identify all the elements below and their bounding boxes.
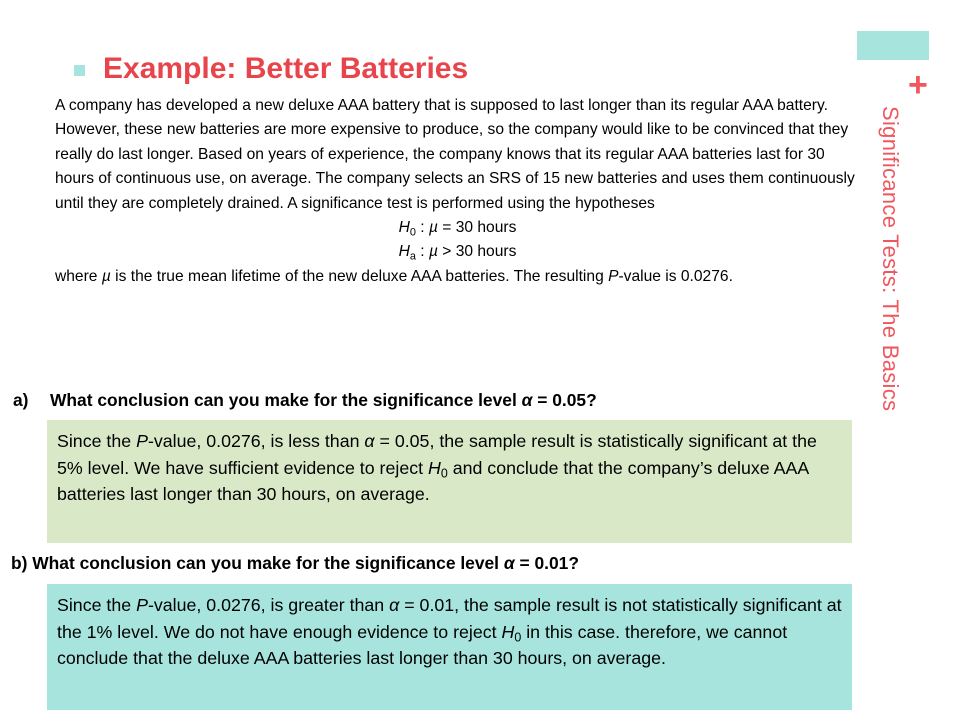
conclusion-paragraph: [55, 265, 860, 289]
h-symbol: H: [427, 457, 441, 478]
p-symbol: P: [136, 595, 148, 615]
p-symbol: P: [608, 267, 619, 285]
h-subscript: 0: [514, 630, 522, 645]
alpha-symbol: α: [521, 390, 533, 410]
intro-paragraph: A company has developed a new deluxe AAA battery that is supposed to last longer than its regular AAA battery. However, these new batteries are more expensive to produce, so the company would like to be convinced that they really do last longer. Based on years of experience, the company knows that its regular AAA batteries last for 30 hours of continuous use, on average. The company selects an SRS of 15 new batteries and uses them continuously until they are completely drained. A significance test is performed using the hypotheses: [55, 97, 855, 212]
answer-a-text-3: = 0.05, the sample result is statistically significant at the 5% level. We have sufficient evidence to reject: [57, 431, 817, 478]
answer-b-text-2: -value, 0.0276, is greater than: [147, 595, 390, 615]
h0-colon: :: [415, 219, 429, 237]
answer-a-text-4: and conclude that the company’s deluxe AAA batteries last longer than 30 hours, on average.: [57, 457, 809, 504]
ha-subscript: a: [409, 250, 416, 263]
alpha-symbol: α: [364, 431, 375, 451]
text-p-value: -value is 0.0276.: [618, 267, 733, 285]
mu-symbol: µ: [101, 267, 111, 285]
section-title-vertical: Significance Tests: The Basics: [878, 106, 903, 412]
h-symbol: H: [501, 621, 515, 642]
alpha-symbol: α: [389, 595, 400, 615]
h0-value: = 30 hours: [437, 219, 517, 237]
question-a: [13, 388, 597, 412]
ha-symbol: H: [398, 243, 410, 261]
mu-symbol: µ: [428, 243, 438, 261]
question-a-label: a): [13, 390, 29, 410]
answer-b-box: [47, 584, 852, 710]
ha-value: > 30 hours: [437, 243, 517, 261]
h0-subscript: 0: [409, 226, 416, 239]
question-b-text: b) What conclusion can you make for the significance level: [11, 553, 504, 573]
problem-statement: [55, 94, 860, 289]
answer-a-text-1: Since the: [57, 431, 137, 451]
plus-icon: +: [908, 66, 928, 104]
answer-b-text-4: in this case. therefore, we cannot conclude that the deluxe AAA batteries last longer than 30 hours, on average.: [57, 621, 788, 668]
answer-a-box: [47, 420, 852, 543]
text-mean-lifetime: is the true mean lifetime of the new deluxe AAA batteries. The resulting: [110, 267, 609, 285]
alpha-symbol: α: [503, 553, 515, 573]
mu-symbol: µ: [428, 219, 438, 237]
null-hypothesis: [55, 216, 860, 240]
question-b: [11, 551, 579, 575]
question-b-end: = 0.01?: [514, 553, 579, 573]
top-accent-bar: [857, 31, 929, 60]
h-subscript: 0: [440, 466, 448, 481]
question-a-text: What conclusion can you make for the significance level: [50, 390, 522, 410]
slide-title: Example: Better Batteries: [103, 52, 469, 85]
question-a-end: = 0.05?: [532, 390, 597, 410]
answer-b-text-1: Since the: [57, 595, 137, 615]
answer-b-text-3: = 0.01, the sample result is not statistically significant at the 1% level. We do not have enough evidence to reject: [57, 595, 842, 642]
p-symbol: P: [136, 431, 148, 451]
alternative-hypothesis: [55, 240, 860, 264]
text-where: where: [55, 267, 102, 285]
title-bullet: [74, 65, 85, 76]
answer-a-text-2: -value, 0.0276, is less than: [147, 431, 365, 451]
h0-symbol: H: [398, 219, 410, 237]
ha-colon: :: [415, 243, 429, 261]
